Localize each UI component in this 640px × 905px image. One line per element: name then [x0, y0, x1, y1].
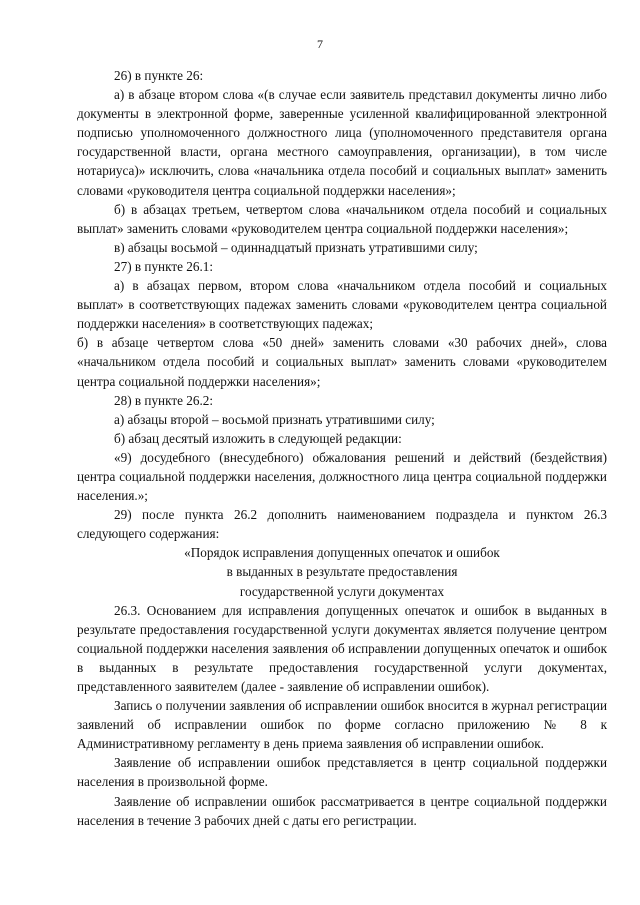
paragraph-26-v: в) абзацы восьмой – одиннадцатый признать утратившими силу;: [114, 239, 478, 255]
paragraph-26-b: б) в абзацах третьем, четвертом слова «начальником отдела пособий и социальных выплат» заменить словами «руководителем центра социальной поддержки населения»;: [77, 201, 607, 236]
paragraph-27-a: а) в абзацах первом, втором слова «начальником отдела пособий и социальных выплат» в соответствующих падежах заменить словами «руководителем центра социальной поддержки населения» в соответствующих падежах;: [77, 278, 607, 332]
document-body: [77, 66, 607, 830]
paragraph-28-a: а) абзацы второй – восьмой признать утратившими силу;: [114, 411, 435, 427]
paragraph-free-form: Заявление об исправлении ошибок представляется в центр социальной поддержки населения в произвольной форме.: [77, 755, 607, 790]
page-number: 7: [317, 37, 323, 51]
paragraph-quote-9: «9) досудебного (внесудебного) обжалования решений и действий (бездействия) центра социальной поддержки населения, должностного лица центра социальной поддержки населения.»;: [77, 449, 607, 504]
paragraph-26-a: а) в абзаце втором слова «(в случае если заявитель представил документы лично либо документы в электронной форме, заверенные усиленной квалифицированной электронной подписью уполномоченного должностного лица (уполномоченного представителя органа государственной власти, органа местного самоуправления, организации), в том числе нотариуса)» исключить, слова «начальника отдела пособий и социальных выплат» заменить словами «руководителя центра социальной поддержки населения»;: [77, 87, 607, 198]
paragraph-journal-record: Запись о получении заявления об исправлении ошибок вносится в журнал регистрации заявлений об исправлении ошибок по форме согласно приложению № 8 к Административному регламенту в день приема заявления об исправлении ошибок.: [77, 698, 607, 752]
paragraph-item-27: 27) в пункте 26.1:: [114, 258, 213, 274]
paragraph-item-28: 28) в пункте 26.2:: [114, 392, 213, 408]
paragraph-26-3: 26.3. Основанием для исправления допущенных опечаток и ошибок в выданных в результате предоставления государственной услуги документах является получение центром социальной поддержки населения заявления об исправлении допущенных опечаток и ошибок в выданных в результате предоставления государственной услуги документах, представленного заявителем (далее - заявление об исправлении ошибок).: [77, 602, 607, 694]
paragraph-item-29: 29) после пункта 26.2 дополнить наименованием подраздела и пунктом 26.3 следующего содержания:: [77, 507, 607, 542]
section-heading-line: в выданных в результате предоставления: [226, 564, 458, 580]
section-heading-line: государственной услуги документах: [239, 583, 445, 599]
section-heading-line: «Порядок исправления допущенных опечаток и ошибок: [184, 545, 500, 561]
paragraph-28-b: б) абзац десятый изложить в следующей редакции:: [114, 430, 402, 446]
paragraph-item-26: 26) в пункте 26:: [114, 68, 204, 83]
paragraph-27-b: б) в абзаце четвертом слова «50 дней» заменить словами «30 рабочих дней», слова «начальником отдела пособий и социальных выплат» заменить словами «руководителем центра социальной поддержки населения»;: [77, 335, 607, 389]
paragraph-review-term: Заявление об исправлении ошибок рассматривается в центре социальной поддержки населения в течение 3 рабочих дней с даты его регистрации.: [77, 793, 607, 828]
